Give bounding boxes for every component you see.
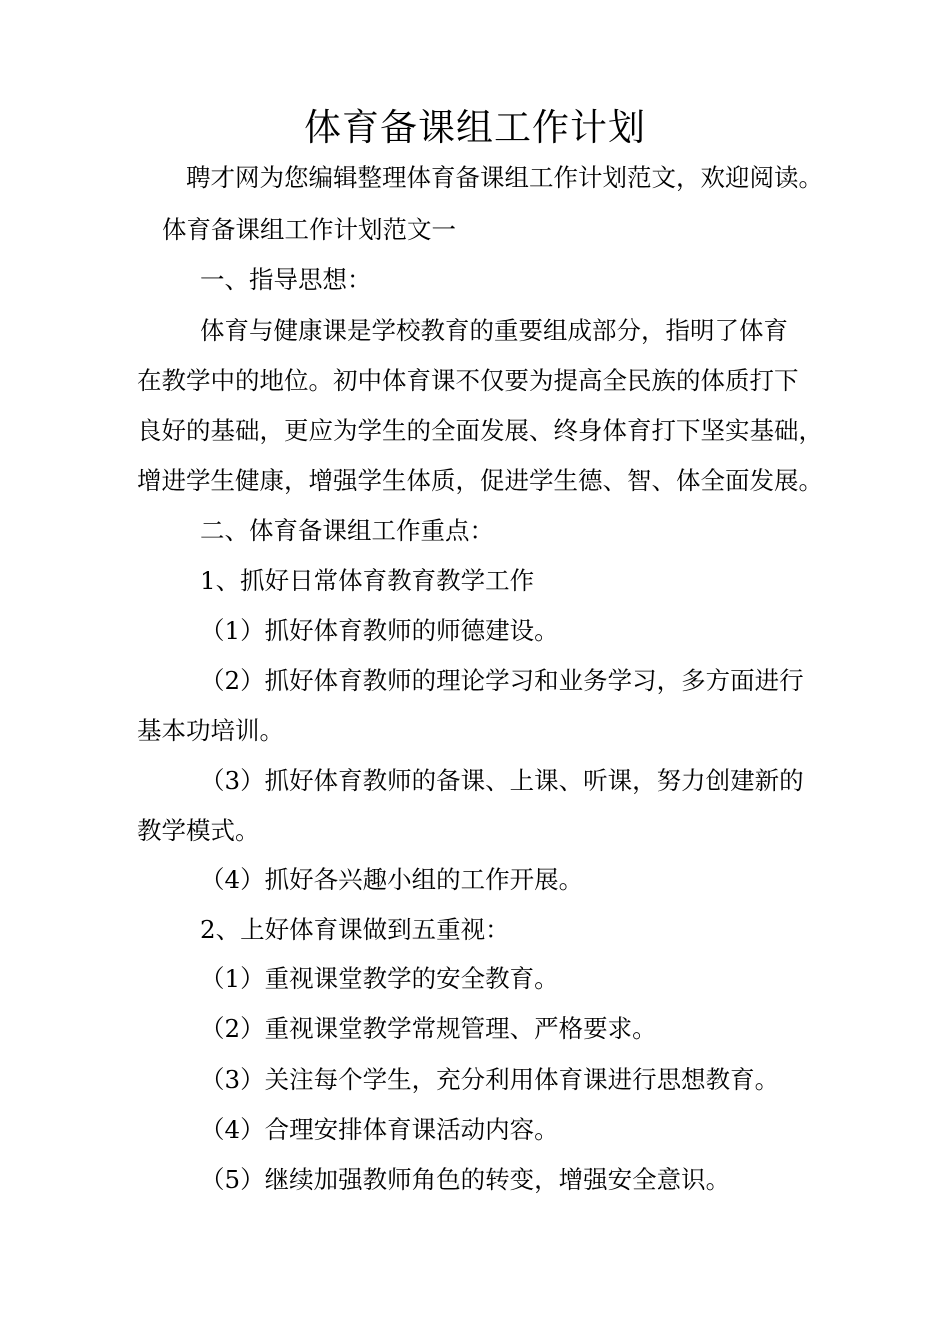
- list-item-continuation: 教学模式。: [137, 816, 260, 845]
- list-item: （3）关注每个学生，充分利用体育课进行思想教育。: [200, 1065, 780, 1094]
- paragraph-line: 体育与健康课是学校教育的重要组成部分，指明了体育: [200, 316, 788, 345]
- list-item: （1）重视课堂教学的安全教育。: [200, 964, 559, 993]
- intro-text: 聘才网为您编辑整理体育备课组工作计划范文，欢迎阅读。: [186, 163, 823, 192]
- list-item: （1）抓好体育教师的师德建设。: [200, 616, 559, 645]
- paragraph-line: 增进学生健康，增强学生体质，促进学生德、智、体全面发展。: [137, 466, 823, 495]
- list-item: （2）重视课堂教学常规管理、严格要求。: [200, 1014, 657, 1043]
- list-item: （4）抓好各兴趣小组的工作开展。: [200, 865, 584, 894]
- section-heading: 二、体育备课组工作重点：: [200, 516, 494, 545]
- list-item: （3）抓好体育教师的备课、上课、听课，努力创建新的: [200, 766, 804, 795]
- paragraph-line: 在教学中的地位。初中体育课不仅要为提高全民族的体质打下: [137, 366, 799, 395]
- list-item-continuation: 基本功培训。: [137, 716, 284, 745]
- section-heading: 一、指导思想：: [200, 265, 372, 294]
- subtitle-text: 体育备课组工作计划范文一: [162, 215, 456, 244]
- list-item: （5）继续加强教师角色的转变，增强安全意识。: [200, 1165, 731, 1194]
- subsection-heading: 2、上好体育课做到五重视：: [200, 915, 510, 944]
- paragraph-line: 良好的基础，更应为学生的全面发展、终身体育打下坚实基础，: [137, 416, 823, 445]
- document-title: 体育备课组工作计划: [304, 106, 646, 149]
- subsection-heading: 1、抓好日常体育教育教学工作: [200, 566, 535, 595]
- list-item: （4）合理安排体育课活动内容。: [200, 1115, 559, 1144]
- list-item: （2）抓好体育教师的理论学习和业务学习，多方面进行: [200, 666, 804, 695]
